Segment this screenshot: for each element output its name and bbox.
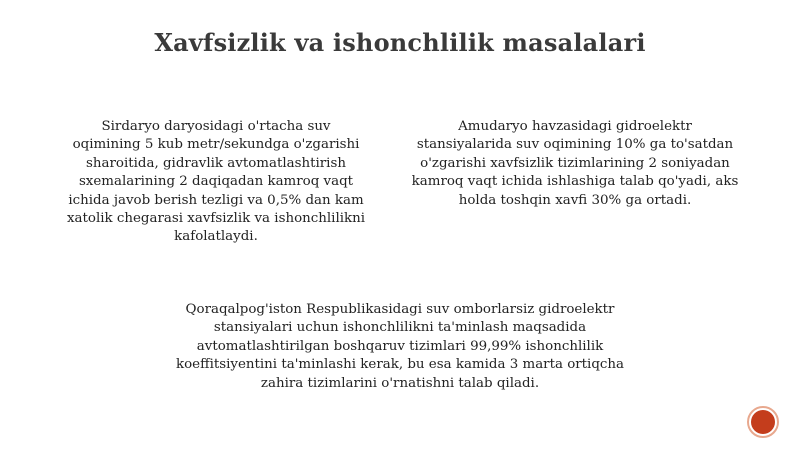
text-line: holda toshqin xavfi 30% ga ortadi. — [458, 192, 692, 208]
text-line: o'zgarishi xavfsizlik tizimlarining 2 soniyadan — [420, 155, 730, 171]
text-line: kafolatlaydi. — [174, 229, 258, 245]
circle-nav-icon — [751, 410, 775, 434]
text-line: koeffitsiyentini ta'minlashi kerak, bu esa kamida 3 marta ortiqcha — [175, 357, 625, 373]
next-slide-button[interactable] — [747, 406, 779, 438]
text-line: Amudaryo havzasidagi gidroelektr — [458, 119, 692, 134]
text-line: Sirdaryo daryosidagi o'rtacha suv — [101, 119, 331, 134]
slide-title: Xavfsizlik va ishonchlilik masalalari — [154, 28, 646, 57]
text-line: kamroq vaqt ichida ishlashiga talab qo'yadi, aks — [411, 174, 739, 190]
bottom-text-block — [150, 301, 650, 393]
text-line: sharoitida, gidravlik avtomatlashtirish — [86, 155, 346, 171]
text-line: stansiyalarida suv oqimining 10% ga to'satdan — [416, 137, 734, 153]
right-text-block — [400, 118, 750, 210]
left-text-block — [50, 118, 382, 247]
text-line: avtomatlashtirilgan boshqaruv tizimlari 99,99% ishonchlilik — [196, 338, 604, 354]
text-line: stansiyalari uchun ishonchlilikni ta'minlash maqsadida — [213, 320, 587, 336]
text-line: oqimining 5 kub metr/sekundga o'zgarishi — [72, 137, 360, 153]
text-line: ichida javob berish tezligi va 0,5% dan kam — [68, 192, 364, 208]
text-line: zahira tizimlarini o'rnatishni talab qiladi. — [260, 375, 540, 391]
text-line: Qoraqalpog'iston Respublikasidagi suv omborlarsiz gidroelektr — [185, 302, 615, 317]
text-line: xatolik chegarasi xavfsizlik va ishonchlilikni — [66, 211, 366, 227]
text-line: sxemalarining 2 daqiqadan kamroq vaqt — [78, 174, 354, 190]
